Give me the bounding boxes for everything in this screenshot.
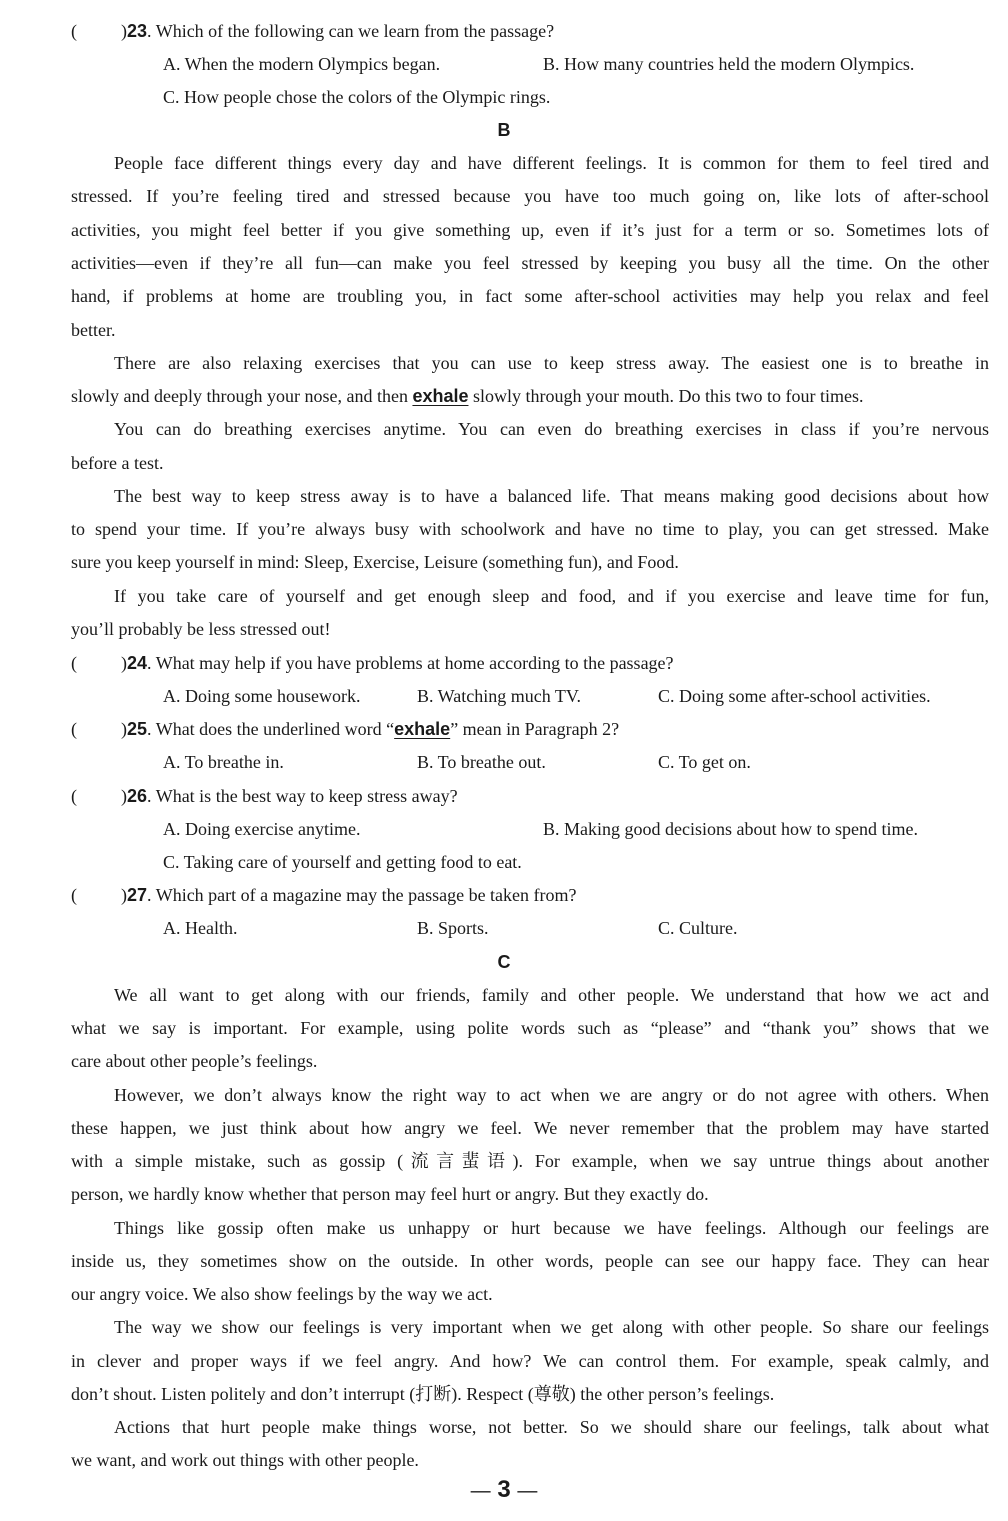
- dash-left: —: [470, 1480, 491, 1502]
- paragraph-line: stressed. If you’re feeling tired and stressed because you have too much going on, like lots of after-school: [71, 186, 989, 206]
- option-a: A. To breathe in.: [163, 752, 284, 772]
- option-b: B. Watching much TV.: [417, 686, 582, 706]
- option-c: C. Taking care of yourself and getting food to eat.: [163, 852, 522, 872]
- underlined-word-exhale: exhale: [412, 386, 469, 406]
- question-number: 25: [127, 719, 148, 739]
- option-a: A. When the modern Olympics began.: [163, 54, 441, 74]
- paragraph-line: in clever and proper ways if we feel angry. And how? We can control them. For example, speak calmly, and: [71, 1351, 989, 1371]
- section-title-c: C: [497, 952, 511, 972]
- paragraph-line: There are also relaxing exercises that you can use to keep stress away. The easiest one is to breathe in: [114, 353, 989, 373]
- paragraph-line: person, we hardly know whether that person may feel hurt or angry. But they exactly do.: [71, 1184, 709, 1204]
- paragraph-line: Things like gossip often make us unhappy or hurt because we have feelings. Although our feelings are: [114, 1218, 989, 1238]
- paragraph-line: You can do breathing exercises anytime. You can even do breathing exercises in class if you’re nervous: [114, 419, 989, 439]
- question-number: 27: [127, 885, 148, 905]
- question-26: ( )26. What is the best way to keep stress away?: [71, 780, 989, 813]
- question-number: 23: [127, 21, 148, 41]
- page-number-value: 3: [497, 1476, 511, 1503]
- paragraph-line: before a test.: [71, 453, 164, 473]
- answer-blank[interactable]: (: [71, 719, 77, 739]
- option-a: A. Doing exercise anytime.: [163, 819, 361, 839]
- paragraph-line: If you take care of yourself and get enough sleep and food, and if you exercise and leave time for fun,: [114, 586, 989, 606]
- question-text: . What may help if you have problems at home according to the passage?: [147, 653, 674, 673]
- dash-right: —: [517, 1480, 538, 1502]
- answer-blank[interactable]: (: [71, 21, 77, 41]
- paragraph-line: our angry voice. We also show feelings by the way we act.: [71, 1284, 493, 1304]
- paragraph-line: sure you keep yourself in mind: Sleep, Exercise, Leisure (something fun), and Food.: [71, 552, 679, 572]
- paragraph-line: you’ll probably be less stressed out!: [71, 619, 331, 639]
- paragraph-line: slowly and deeply through your nose, and then exhale slowly through your mouth. Do this two to four times.: [71, 386, 864, 406]
- paragraph-line: Actions that hurt people make things worse, not better. So we should share our feelings, talk about what: [114, 1417, 989, 1437]
- option-a: A. Health.: [163, 918, 238, 938]
- paragraph-line: to spend your time. If you’re always busy with schoolwork and have no time to play, you can get stressed. Make: [71, 519, 989, 539]
- answer-blank[interactable]: (: [71, 786, 77, 806]
- option-b: B. To breathe out.: [417, 752, 546, 772]
- question-text: . Which part of a magazine may the passage be taken from?: [147, 885, 577, 905]
- option-c: C. How people chose the colors of the Olympic rings.: [163, 87, 551, 107]
- question-27: ( )27. Which part of a magazine may the passage be taken from?: [71, 879, 989, 912]
- paragraph-line: with a simple mistake, such as gossip (流言蜚语). For example, when we say untrue things about another: [71, 1151, 989, 1171]
- answer-blank[interactable]: (: [71, 885, 77, 905]
- paragraph-line: inside us, they sometimes show on the outside. In other words, people can see our happy face. They can hear: [71, 1251, 989, 1271]
- option-c: C. Culture.: [658, 918, 738, 938]
- option-c: C. To get on.: [658, 752, 751, 772]
- option-b: B. How many countries held the modern Olympics.: [543, 54, 915, 74]
- question-25: ( )25. What does the underlined word “exhale” mean in Paragraph 2?: [71, 713, 989, 746]
- answer-blank[interactable]: (: [71, 653, 77, 673]
- paragraph-line: these happen, we just think about how angry we feel. We never remember that the problem may have started: [71, 1118, 989, 1138]
- option-b: B. Making good decisions about how to spend time.: [543, 819, 918, 839]
- paragraph-line: don’t shout. Listen politely and don’t interrupt (打断). Respect (尊敬) the other person’s feelings.: [71, 1384, 775, 1404]
- paragraph-line: activities—even if they’re all fun—can make you feel stressed by keeping you busy all the time. On the other: [71, 253, 989, 273]
- question-text: . Which of the following can we learn from the passage?: [147, 21, 555, 41]
- underlined-word-exhale: exhale: [394, 719, 451, 739]
- paragraph-line: The best way to keep stress away is to have a balanced life. That means making good decisions about how: [114, 486, 989, 506]
- question-number: 26: [127, 786, 148, 806]
- option-b: B. Sports.: [417, 918, 489, 938]
- paragraph-line: However, we don’t always know the right way to act when we are angry or do not agree with others. When: [114, 1085, 989, 1105]
- paragraph-line: hand, if problems at home are troubling you, in fact some after-school activities may help you relax and feel: [71, 286, 989, 306]
- paragraph-line: we want, and work out things with other people.: [71, 1450, 419, 1470]
- option-c: C. Doing some after-school activities.: [658, 686, 931, 706]
- paragraph-line: better.: [71, 320, 116, 340]
- paragraph-line: care about other people’s feelings.: [71, 1051, 318, 1071]
- question-24: ( )24. What may help if you have problems at home according to the passage?: [71, 647, 989, 680]
- section-title-b: B: [497, 120, 511, 140]
- paragraph-line: The way we show our feelings is very important when we get along with other people. So share our feelings: [114, 1317, 989, 1337]
- paragraph-line: People face different things every day and have different feelings. It is common for them to feel tired and: [114, 153, 989, 173]
- paragraph-line: what we say is important. For example, using polite words such as “please” and “thank you” shows that we: [71, 1018, 989, 1038]
- paragraph-line: We all want to get along with our friends, family and other people. We understand that how we act and: [114, 985, 989, 1005]
- page-number: [0, 1472, 1008, 1508]
- option-a: A. Doing some housework.: [163, 686, 361, 706]
- question-23: ( )23. Which of the following can we learn from the passage?: [71, 15, 989, 48]
- question-text: . What is the best way to keep stress away?: [147, 786, 458, 806]
- paragraph-line: activities, you might feel better if you give something up, even if it’s just for a term or so. Sometimes lots of: [71, 220, 989, 240]
- question-number: 24: [127, 653, 148, 673]
